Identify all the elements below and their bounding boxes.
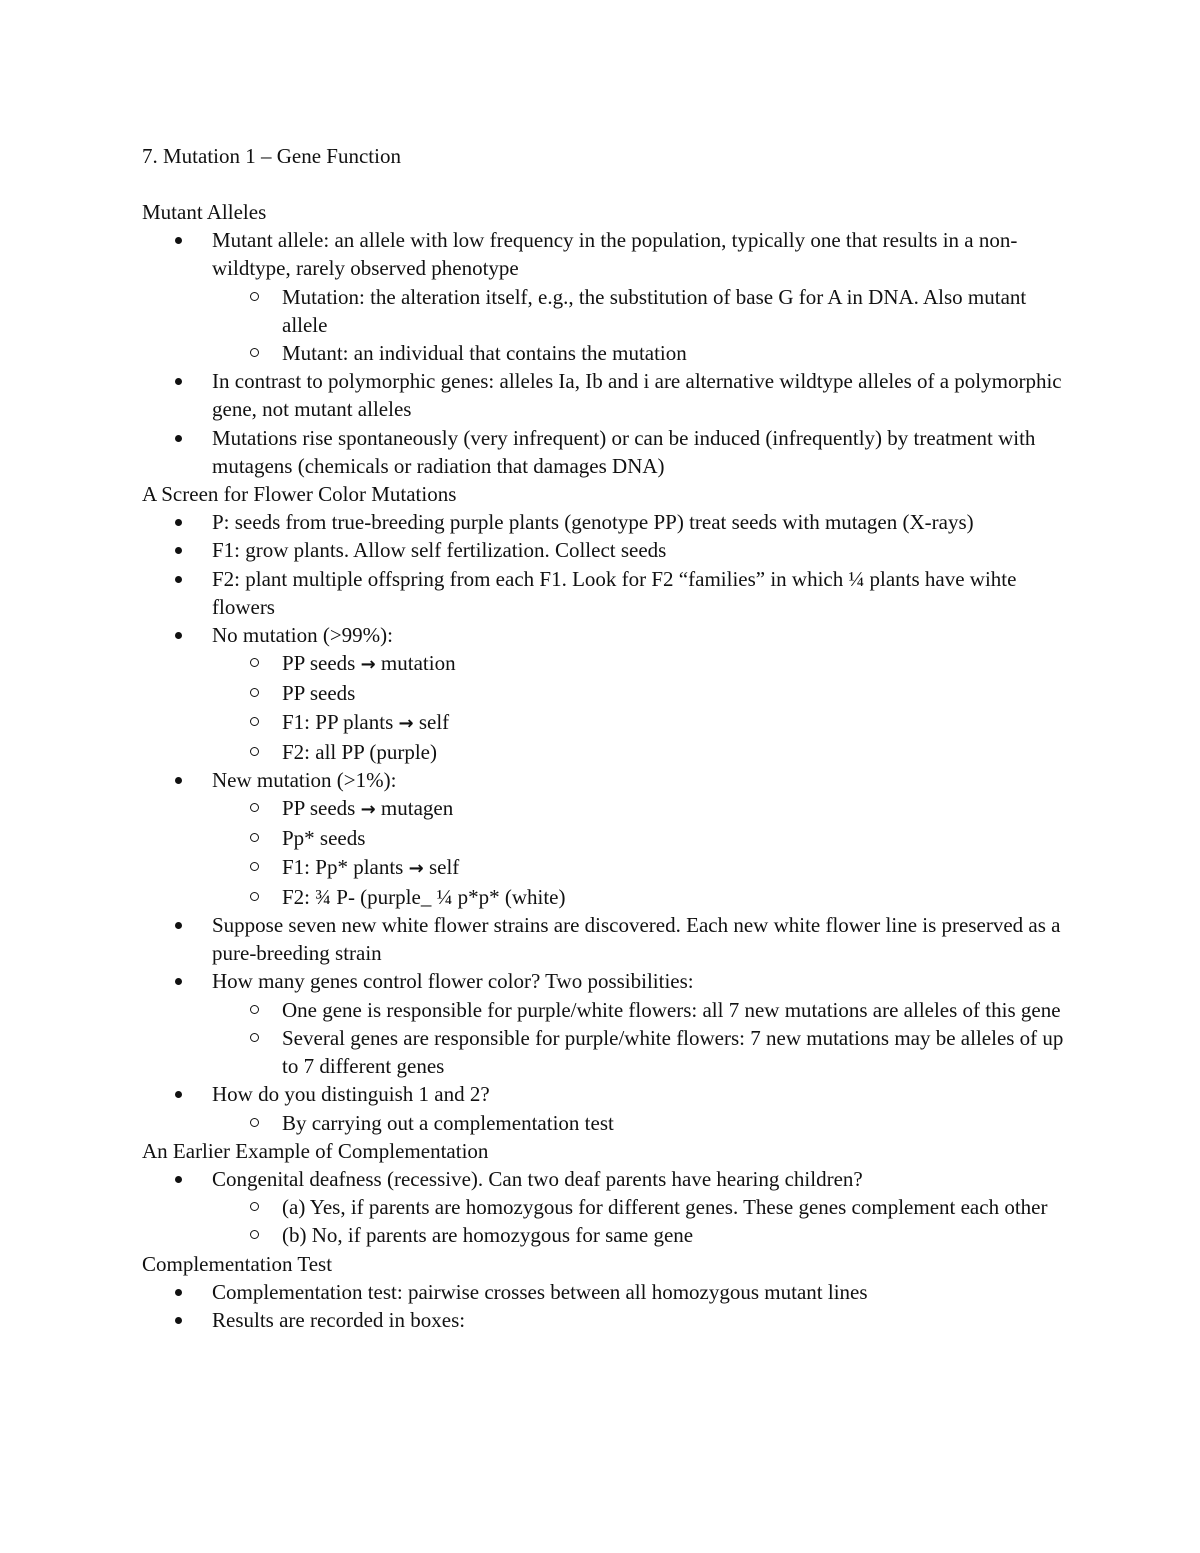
list-item-text: F1: grow plants. Allow self fertilization. Collect seeds [212,538,667,563]
hollow-bullet-icon [250,688,259,697]
list-item [142,621,1072,766]
hollow-bullet-icon [250,1118,259,1127]
filled-bullet-icon [175,547,182,554]
sub-list-item [212,339,1072,367]
sub-list-item-text: Mutant: an individual that contains the mutation [282,341,687,366]
section-heading: An Earlier Example of Complementation [142,1138,489,1163]
sub-list-item [212,853,1072,883]
sub-list-item [212,1024,1072,1080]
list-item-text: No mutation (>99%): [212,623,393,648]
sub-bullet-list [212,1193,1072,1249]
list-item [142,766,1072,911]
list-item-text: How do you distinguish 1 and 2? [212,1082,490,1107]
filled-bullet-icon [175,978,182,985]
filled-bullet-icon [175,1289,182,1296]
hollow-bullet-icon [250,717,259,726]
document-content [142,198,1072,1334]
list-item-text: New mutation (>1%): [212,768,397,793]
sub-list-item [212,1193,1072,1221]
document-title: 7. Mutation 1 – Gene Function [142,144,401,168]
sub-list-item [212,1221,1072,1249]
filled-bullet-icon [175,519,182,526]
sub-bullet-list [212,649,1072,766]
hollow-bullet-icon [250,1033,259,1042]
list-item [142,1080,1072,1136]
list-item [142,536,1072,564]
section-heading: Complementation Test [142,1251,333,1276]
hollow-bullet-icon [250,658,259,667]
sub-list-item-text: PP seeds → mutation [282,651,456,676]
sub-bullet-list [212,1109,1072,1137]
arrow-icon: → [408,857,424,879]
sub-bullet-list [212,283,1072,368]
bullet-list [142,1278,1072,1334]
list-item-text: Congenital deafness (recessive). Can two deaf parents have hearing children? [212,1166,863,1191]
filled-bullet-icon [175,1317,182,1324]
list-item [142,967,1072,1080]
filled-bullet-icon [175,435,182,442]
filled-bullet-icon [175,1176,182,1183]
sub-list-item-text: F2: all PP (purple) [282,739,437,764]
hollow-bullet-icon [250,1202,259,1211]
arrow-icon: → [360,654,376,676]
arrow-icon: → [360,799,376,821]
filled-bullet-icon [175,576,182,583]
sub-list-item [212,649,1072,679]
sub-list-item-text: F2: ¾ P- (purple_ ¼ p*p* (white) [282,884,566,909]
hollow-bullet-icon [250,747,259,756]
bullet-list [142,508,1072,1136]
sub-list-item-text: Several genes are responsible for purple/white flowers: 7 new mutations may be alleles of up to 7 different genes [282,1025,1064,1079]
list-item-text: How many genes control flower color? Two possibilities: [212,969,694,994]
sub-list-item [212,679,1072,707]
sub-list-item-text: Pp* seeds [282,826,366,851]
filled-bullet-icon [175,378,182,385]
sub-list-item [212,708,1072,738]
hollow-bullet-icon [250,833,259,842]
hollow-bullet-icon [250,1005,259,1014]
section-heading: Mutant Alleles [142,200,267,224]
list-item-text: Results are recorded in boxes: [212,1307,466,1332]
sub-list-item [212,824,1072,852]
sub-list-item-text: F1: PP plants → self [282,709,450,734]
section-heading: A Screen for Flower Color Mutations [142,482,457,507]
list-item [142,367,1072,423]
list-item [142,911,1072,967]
sub-list-item [212,1109,1072,1137]
filled-bullet-icon [175,237,182,244]
list-item [142,424,1072,480]
list-item [142,1278,1072,1306]
hollow-bullet-icon [250,892,259,901]
hollow-bullet-icon [250,292,259,301]
filled-bullet-icon [175,777,182,784]
list-item [142,1306,1072,1334]
filled-bullet-icon [175,922,182,929]
hollow-bullet-icon [250,803,259,812]
sub-list-item-text: By carrying out a complementation test [282,1110,614,1135]
sub-list-item [212,996,1072,1024]
sub-list-item-text: F1: Pp* plants → self [282,854,460,879]
list-item-text: Mutations rise spontaneously (very infrequent) or can be induced (infrequently) by treatment with mutagens (chemicals or radiation that damages DNA) [212,425,1036,478]
bullet-list [142,226,1072,480]
sub-list-item [212,794,1072,824]
list-item [142,1165,1072,1250]
sub-list-item-text: PP seeds [282,681,356,706]
list-item-text: Mutant allele: an allele with low frequency in the population, typically one that results in a non-wildtype, rarely observed phenotype [212,228,1018,281]
arrow-icon: → [398,712,414,734]
sub-list-item-text: Mutation: the alteration itself, e.g., the substitution of base G for A in DNA. Also mutant allele [282,284,1027,337]
bullet-list [142,1165,1072,1250]
sub-list-item-text: (a) Yes, if parents are homozygous for different genes. These genes complement each other [282,1195,1048,1220]
hollow-bullet-icon [250,862,259,871]
sub-list-item-text: (b) No, if parents are homozygous for same gene [282,1223,694,1248]
list-item-text: P: seeds from true-breeding purple plants (genotype PP) treat seeds with mutagen (X-rays) [212,510,974,535]
list-item [142,508,1072,536]
hollow-bullet-icon [250,1230,259,1239]
list-item [142,226,1072,367]
list-item-text: Suppose seven new white flower strains are discovered. Each new white flower line is preserved as a pure-breeding strain [212,913,1061,966]
list-item [142,565,1072,621]
list-item-text: In contrast to polymorphic genes: alleles Ia, Ib and i are alternative wildtype alleles of a polymorphic gene, not mutant alleles [212,369,1062,422]
hollow-bullet-icon [250,348,259,357]
list-item-text: F2: plant multiple offspring from each F1. Look for F2 “families” in which ¼ plants have wihte flowers [212,566,1017,619]
sub-list-item [212,283,1072,339]
sub-list-item-text: One gene is responsible for purple/white flowers: all 7 new mutations are alleles of this gene [282,997,1061,1022]
filled-bullet-icon [175,632,182,639]
sub-list-item [212,883,1072,911]
list-item-text: Complementation test: pairwise crosses between all homozygous mutant lines [212,1279,868,1304]
sub-bullet-list [212,794,1072,911]
sub-bullet-list [212,996,1072,1081]
sub-list-item [212,738,1072,766]
sub-list-item-text: PP seeds → mutagen [282,796,454,821]
filled-bullet-icon [175,1091,182,1098]
